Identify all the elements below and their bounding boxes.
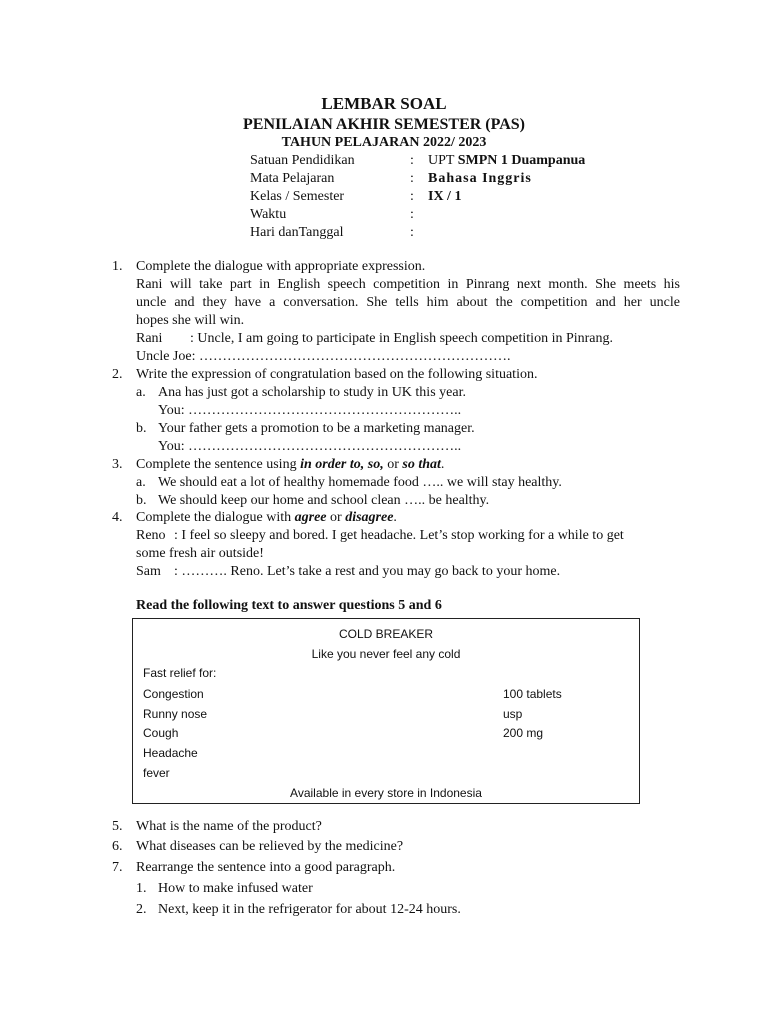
- sub-item: [112, 492, 680, 510]
- product-spec: 100 tablets: [503, 687, 562, 701]
- dialogue-text: : Uncle, I am going to participate in English speech competition in Pinrang.: [190, 331, 614, 346]
- prompt-text: .: [440, 457, 445, 472]
- answer-line: You: …………………………………………………..: [158, 403, 462, 418]
- passage-line: uncle and they have a conversation. She tells him about the competition and her uncle: [136, 295, 680, 310]
- sub-letter: b.: [136, 493, 147, 508]
- meta-value: Bahasa Inggris: [428, 171, 532, 186]
- keyword: so that: [402, 457, 441, 472]
- prompt-text: .: [393, 510, 397, 525]
- question-number: 7.: [112, 860, 123, 875]
- reading-instruction: Read the following text to answer questions 5 and 6: [136, 598, 442, 613]
- sub-text: We should eat a lot of healthy homemade food ….. we will stay healthy.: [158, 475, 562, 490]
- meta-label: Hari danTanggal: [250, 225, 344, 240]
- product-tagline: Like you never feel any cold: [311, 647, 461, 661]
- meta-label: Mata Pelajaran: [250, 171, 335, 186]
- product-name: COLD BREAKER: [338, 627, 434, 641]
- meta-value-bold: SMPN 1 Duampanua: [457, 153, 586, 168]
- question-prompt: Complete the dialogue with appropriate expression.: [136, 259, 426, 274]
- dialogue-line: [112, 527, 680, 545]
- prompt-text: or: [383, 457, 403, 472]
- sub-letter: a.: [136, 475, 146, 490]
- question-2: [112, 366, 680, 456]
- exam-subtitle: PENILAIAN AKHIR SEMESTER (PAS): [243, 116, 525, 133]
- keyword: disagree: [345, 510, 394, 525]
- identity-table: [250, 152, 585, 242]
- sub-letter: b.: [136, 421, 147, 436]
- symptom-item: fever: [143, 766, 170, 780]
- meta-row-class: [250, 188, 585, 206]
- question-number: 1.: [112, 259, 123, 274]
- sub-item: [112, 474, 680, 492]
- question-prompt: What is the name of the product?: [136, 819, 322, 834]
- meta-colon: :: [410, 207, 414, 222]
- meta-value: [428, 152, 585, 170]
- item-number: 2.: [136, 902, 147, 917]
- question-prompt: Write the expression of congratulation based on the following situation.: [136, 367, 538, 382]
- question-1: [112, 258, 680, 366]
- sub-text: Ana has just got a scholarship to study in UK this year.: [158, 385, 466, 400]
- academic-year: TAHUN PELAJARAN 2022/ 2023: [281, 135, 487, 150]
- meta-row-time: [250, 206, 585, 224]
- availability-note: Available in every store in Indonesia: [290, 786, 482, 800]
- question-7: [112, 859, 680, 919]
- symptom-item: Congestion: [143, 687, 204, 701]
- meta-colon: :: [410, 171, 414, 186]
- item-text: Next, keep it in the refrigerator for about 12-24 hours.: [158, 902, 461, 917]
- product-spec: 200 mg: [503, 726, 544, 740]
- speaker-label: Reno: [136, 528, 166, 543]
- dialogue-line: [112, 563, 680, 581]
- symptom-item: Headache: [143, 746, 198, 760]
- speaker-label: Rani: [136, 331, 163, 346]
- meta-row-school: [250, 152, 585, 170]
- answer-line: You: …………………………………………………..: [158, 439, 462, 454]
- meta-label: Waktu: [250, 207, 287, 222]
- cold-breaker-advert: [132, 618, 640, 804]
- meta-label: Kelas / Semester: [250, 189, 345, 204]
- meta-row-subject: [250, 170, 585, 188]
- question-prompt: What diseases can be relieved by the medicine?: [136, 839, 404, 854]
- sub-letter: a.: [136, 385, 146, 400]
- keyword: agree: [294, 510, 327, 525]
- question-prompt: Complete the dialogue with: [136, 510, 295, 525]
- meta-value: IX / 1: [428, 189, 462, 204]
- question-number: 5.: [112, 819, 123, 834]
- dialogue-line: [112, 330, 680, 348]
- dialogue-answer-line: Uncle Joe: ………………………………………………………….: [136, 349, 511, 364]
- question-4: [112, 509, 680, 581]
- passage-line: hopes she will win.: [136, 313, 245, 328]
- sub-text: Your father gets a promotion to be a marketing manager.: [158, 421, 475, 436]
- passage-line: Rani will take part in English speech competition in Pinrang next month. She meets his: [136, 277, 680, 292]
- question-number: 3.: [112, 457, 123, 472]
- product-spec: usp: [503, 707, 523, 721]
- sub-text: We should keep our home and school clean ….. be healthy.: [158, 493, 490, 508]
- question-3: [112, 456, 680, 510]
- question-5: [112, 818, 680, 836]
- speaker-label: Sam: [136, 564, 161, 579]
- meta-colon: :: [410, 189, 414, 204]
- question-number: 6.: [112, 839, 123, 854]
- meta-colon: :: [410, 153, 414, 168]
- item-number: 1.: [136, 881, 147, 896]
- dialogue-line: some fresh air outside!: [136, 546, 264, 561]
- prompt-text: or: [326, 510, 346, 525]
- rearrange-item: [112, 880, 680, 898]
- question-prompt: Rearrange the sentence into a good paragraph.: [136, 860, 396, 875]
- meta-colon: :: [410, 225, 414, 240]
- worksheet-title: LEMBAR SOAL: [321, 94, 447, 113]
- meta-row-date: [250, 224, 585, 242]
- symptom-item: Cough: [143, 726, 179, 740]
- question-number: 4.: [112, 510, 123, 525]
- question-prompt: Complete the sentence using: [136, 457, 301, 472]
- question-6: [112, 838, 680, 856]
- meta-value-prefix: UPT: [428, 153, 458, 168]
- question-number: 2.: [112, 367, 123, 382]
- dialogue-text: : ………. Reno. Let’s take a rest and you may go back to your home.: [174, 564, 561, 579]
- relief-title: Fast relief for:: [143, 666, 217, 680]
- dialogue-text: : I feel so sleepy and bored. I get headache. Let’s stop working for a while to get: [174, 528, 624, 543]
- keyword: in order to, so,: [300, 457, 384, 472]
- sub-item: [112, 384, 680, 402]
- sub-item: [112, 420, 680, 438]
- item-text: How to make infused water: [158, 881, 313, 896]
- symptom-item: Runny nose: [143, 707, 208, 721]
- rearrange-item: [112, 901, 680, 919]
- meta-label: Satuan Pendidikan: [250, 153, 355, 168]
